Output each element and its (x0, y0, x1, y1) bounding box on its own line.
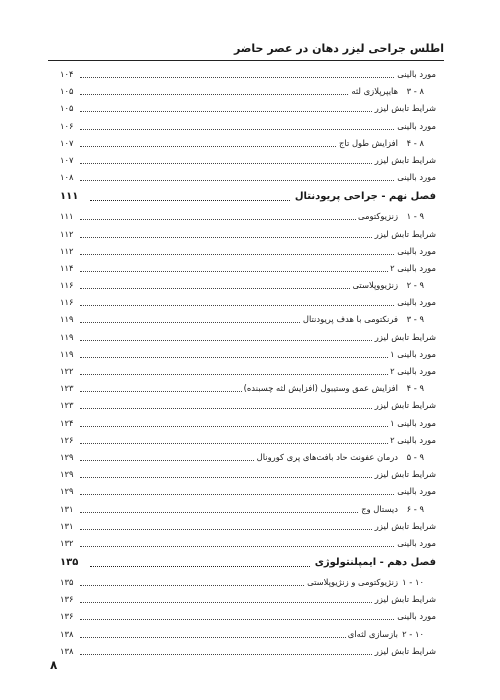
toc-item-row (60, 535, 436, 552)
toc-entry-text (305, 574, 436, 591)
entry-title: زنژیوکتومی و زنژیوپلاستی (307, 577, 398, 588)
toc-entry-text (395, 169, 436, 186)
toc-entry-text (388, 415, 436, 432)
entry-page-number: ۱۲۹ (60, 466, 78, 483)
toc-item-row (60, 66, 436, 83)
entry-title: مورد بالینی (397, 297, 436, 308)
section-number: ۹ - ۳ (406, 314, 424, 325)
entry-title: شرایط تابش لیزر (374, 520, 436, 531)
toc-entry-text (388, 346, 436, 363)
toc-item-row (60, 346, 436, 363)
toc-item-row (60, 294, 436, 311)
toc-item-row (60, 466, 436, 483)
section-number: ۹ - ۴ (406, 383, 424, 394)
entry-page-number: ۱۱۴ (60, 260, 78, 277)
toc-section-row (60, 83, 436, 100)
dot-leader (80, 443, 436, 444)
entry-page-number: ۱۳۱ (60, 518, 78, 535)
toc-entry-text (395, 483, 436, 500)
entry-page-number: ۱۰۵ (60, 83, 78, 100)
entry-title: مورد بالینی (397, 537, 436, 548)
entry-page-number: ۱۰۵ (60, 100, 78, 117)
entry-page-number: ۱۳۵ (60, 574, 78, 591)
entry-page-number: ۱۲۹ (60, 483, 78, 500)
entry-page-number: ۱۰۷ (60, 152, 78, 169)
toc-entry-text (373, 152, 436, 169)
toc-chapter-row (60, 186, 436, 208)
dot-leader (80, 426, 436, 427)
entry-page-number: ۱۰۶ (60, 118, 78, 135)
entry-page-number: ۱۲۲ (60, 363, 78, 380)
section-number: ۸ - ۳ (406, 86, 424, 97)
toc-item-row (60, 432, 436, 449)
entry-page-number: ۱۲۹ (60, 449, 78, 466)
entry-title: فرنکتومی با هدف پریودنتال (302, 314, 398, 325)
entry-page-number: ۱۲۶ (60, 432, 78, 449)
entry-page-number: ۱۳۲ (60, 535, 78, 552)
toc-item-row (60, 363, 436, 380)
toc-section-row (60, 501, 436, 518)
dot-leader (80, 546, 436, 547)
entry-page-number: ۱۰۷ (60, 135, 78, 152)
section-number: ۸ - ۴ (406, 137, 424, 148)
entry-page-number: ۱۳۶ (60, 608, 78, 625)
toc-item-row (60, 118, 436, 135)
book-title: اطلس جراحی لیزر دهان در عصر حاضر (233, 42, 444, 55)
entry-title: فصل نهم - جراحی پریودنتال (294, 191, 436, 203)
toc-section-row (60, 135, 436, 152)
entry-title: شرایط تابش لیزر (374, 594, 436, 605)
toc-item-row (60, 415, 436, 432)
toc-entry-text (388, 432, 436, 449)
entry-title: مورد بالینی ۲ (390, 262, 436, 273)
toc-section-row (60, 208, 436, 225)
table-of-contents (60, 66, 436, 660)
toc-item-row (60, 169, 436, 186)
entry-title: مورد بالینی (397, 69, 436, 79)
entry-title: مورد بالینی (397, 245, 436, 256)
entry-title: زنژیووپلاستی (352, 280, 398, 291)
toc-item-row (60, 397, 436, 414)
toc-item-row (60, 260, 436, 277)
entry-page-number: ۱۰۸ (60, 169, 78, 186)
toc-entry-text (373, 643, 436, 660)
toc-entry-text (359, 501, 436, 518)
entry-page-number: ۱۰۴ (60, 66, 78, 83)
entry-page-number: ۱۱۹ (60, 329, 78, 346)
dot-leader (80, 129, 436, 130)
dot-leader (80, 180, 436, 181)
entry-page-number: ۱۳۵ (60, 552, 86, 574)
entry-page-number: ۱۲۴ (60, 415, 78, 432)
entry-page-number: ۱۳۱ (60, 501, 78, 518)
entry-page-number: ۱۳۶ (60, 591, 78, 608)
entry-title: مورد بالینی ۱ (390, 348, 436, 359)
toc-entry-text (373, 100, 436, 117)
entry-title: شرایط تابش لیزر (374, 103, 436, 114)
dot-leader (80, 271, 436, 272)
toc-chapter-row (60, 552, 436, 574)
section-number: ۹ - ۶ (406, 503, 424, 514)
entry-title: مورد بالینی (397, 486, 436, 497)
entry-title: هایپرپلازی لثه (351, 86, 398, 97)
entry-title: درمان عفونت حاد بافت‌های پری کورونال (256, 451, 398, 462)
entry-page-number: ۱۱۹ (60, 311, 78, 328)
toc-section-row (60, 380, 436, 397)
entry-title: مورد بالینی ۱ (390, 417, 436, 428)
toc-item-row (60, 591, 436, 608)
entry-title: بازسازی لثه‌ای (347, 628, 398, 639)
running-header (48, 42, 444, 60)
entry-title: افزایش عمق وستیبول (افزایش لثه چسبنده) (243, 383, 398, 394)
toc-entry-text (373, 518, 436, 535)
toc-entry-text (395, 535, 436, 552)
entry-page-number: ۱۱۱ (60, 186, 86, 208)
dot-leader (80, 374, 436, 375)
section-number: ۹ - ۵ (406, 451, 424, 462)
toc-entry-text (395, 608, 436, 625)
entry-title: شرایط تابش لیزر (374, 331, 436, 342)
entry-title: فصل دهم - ایمپلنتولوژی (314, 557, 436, 569)
dot-leader (80, 254, 436, 255)
toc-section-row (60, 574, 436, 591)
toc-section-row (60, 277, 436, 294)
toc-item-row (60, 518, 436, 535)
dot-leader (80, 357, 436, 358)
entry-title: شرایط تابش لیزر (374, 645, 436, 656)
toc-section-row (60, 449, 436, 466)
toc-section-row (60, 311, 436, 328)
toc-section-row (60, 626, 436, 643)
header-divider (48, 60, 444, 61)
toc-item-row (60, 483, 436, 500)
toc-entry-text (388, 260, 436, 277)
toc-item-row (60, 608, 436, 625)
entry-title: مورد بالینی ۲ (390, 434, 436, 445)
toc-entry-text (388, 363, 436, 380)
section-number: ۱۰ - ۲ (402, 628, 424, 639)
entry-page-number: ۱۱۶ (60, 277, 78, 294)
toc-entry-text (346, 626, 436, 643)
toc-entry-text (291, 186, 436, 208)
section-number: ۱۰ - ۱ (402, 577, 424, 588)
toc-item-row (60, 100, 436, 117)
toc-entry-text (311, 552, 436, 574)
toc-item-row (60, 226, 436, 243)
toc-entry-text (301, 311, 436, 328)
dot-leader (80, 619, 436, 620)
entry-page-number: ۱۲۳ (60, 397, 78, 414)
entry-page-number: ۱۳۸ (60, 643, 78, 660)
toc-entry-text (373, 397, 436, 414)
toc-entry-text (395, 118, 436, 135)
entry-title: شرایط تابش لیزر (374, 154, 436, 165)
toc-item-row (60, 329, 436, 346)
entry-title: زنزیوکتومی (358, 211, 398, 222)
toc-entry-text (373, 329, 436, 346)
entry-title: شرایط تابش لیزر (374, 469, 436, 480)
entry-title: مورد بالینی (397, 611, 436, 622)
toc-entry-text (242, 380, 436, 397)
page-number: ۸ (50, 658, 58, 672)
toc-entry-text (373, 591, 436, 608)
section-number: ۹ - ۲ (406, 280, 424, 291)
toc-entry-text (395, 243, 436, 260)
entry-title: مورد بالینی ۲ (390, 366, 436, 376)
dot-leader (80, 77, 436, 78)
entry-title: افزایش طول تاج (339, 137, 398, 148)
section-number: ۹ - ۱ (406, 211, 424, 222)
dot-leader (80, 305, 436, 306)
entry-page-number: ۱۱۶ (60, 294, 78, 311)
entry-page-number: ۱۱۱ (60, 208, 78, 225)
entry-page-number: ۱۱۹ (60, 346, 78, 363)
entry-title: شرایط تابش لیزر (374, 400, 436, 411)
toc-item-row (60, 643, 436, 660)
toc-entry-text (337, 135, 436, 152)
entry-title: مورد بالینی (397, 172, 436, 183)
toc-item-row (60, 152, 436, 169)
entry-page-number: ۱۱۲ (60, 243, 78, 260)
toc-item-row (60, 243, 436, 260)
toc-entry-text (373, 466, 436, 483)
toc-entry-text (395, 66, 436, 83)
entry-page-number: ۱۲۳ (60, 380, 78, 397)
toc-entry-text (350, 277, 436, 294)
toc-entry-text (395, 294, 436, 311)
entry-page-number: ۱۳۸ (60, 626, 78, 643)
toc-entry-text (255, 449, 436, 466)
toc-entry-text (373, 226, 436, 243)
toc-entry-text (356, 208, 436, 225)
entry-title: دیستال وج (361, 503, 398, 514)
toc-entry-text (349, 83, 436, 100)
entry-page-number: ۱۱۲ (60, 226, 78, 243)
dot-leader (80, 494, 436, 495)
entry-title: مورد بالینی (397, 120, 436, 131)
entry-title: شرایط تابش لیزر (374, 228, 436, 239)
